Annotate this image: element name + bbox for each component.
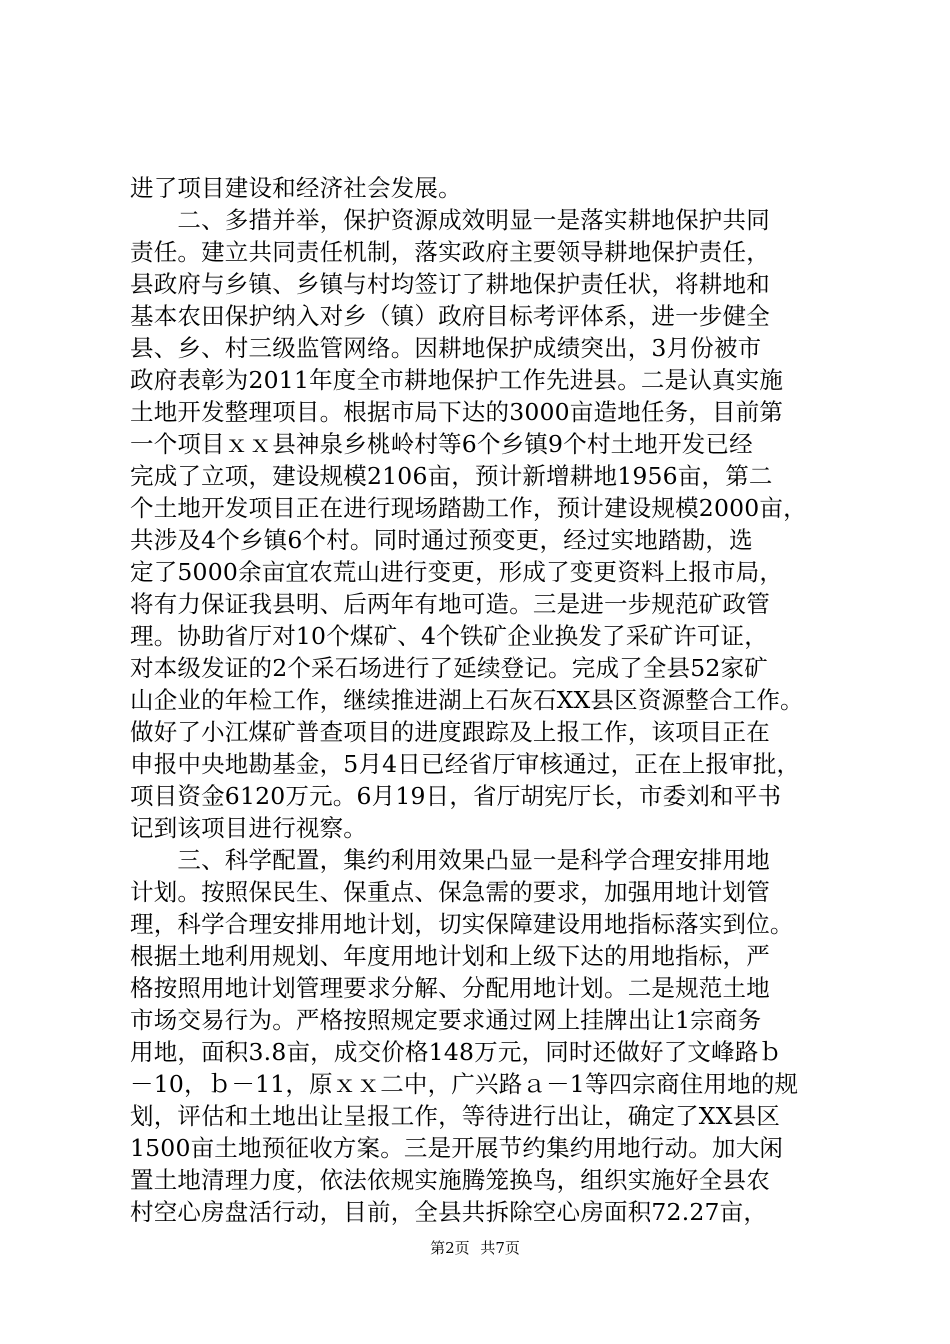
page-number: 第2页 bbox=[430, 1239, 470, 1257]
text-line: 共涉及4个乡镇6个村。同时通过预变更，经过实地踏勘，选 bbox=[130, 526, 753, 554]
page-total: 共7页 bbox=[480, 1239, 520, 1257]
text-line: 格按照用地计划管理要求分解、分配用地计划。二是规范土地 bbox=[130, 974, 770, 1002]
text-line: 三、科学配置，集约利用效果凸显一是科学合理安排用地 bbox=[130, 846, 770, 874]
text-line: 理。协助省厅对10个煤矿、4个铁矿企业换发了采矿许可证， bbox=[130, 622, 768, 650]
text-line: 个土地开发项目正在进行现场踏勘工作，预计建设规模2000亩， bbox=[130, 494, 807, 522]
text-line: 县政府与乡镇、乡镇与村均签订了耕地保护责任状，将耕地和 bbox=[130, 270, 770, 298]
text-line: 根据土地利用规划、年度用地计划和上级下达的用地指标，严 bbox=[130, 942, 770, 970]
text-line: 记到该项目进行视察。 bbox=[130, 814, 367, 842]
text-line: 完成了立项，建设规模2106亩，预计新增耕地1956亩，第二 bbox=[130, 462, 773, 490]
document-body bbox=[130, 172, 830, 1228]
text-line: 村空心房盘活行动，目前，全县共拆除空心房面积72.27亩， bbox=[130, 1198, 768, 1226]
text-line: 1500亩土地预征收方案。三是开展节约集约用地行动。加大闲 bbox=[130, 1134, 784, 1162]
text-line: 市场交易行为。严格按照规定要求通过网上挂牌出让1宗商务 bbox=[130, 1006, 762, 1034]
text-line: 项目资金6120万元。6月19日，省厅胡宪厅长，市委刘和平书 bbox=[130, 782, 782, 810]
text-line: 基本农田保护纳入对乡（镇）政府目标考评体系，进一步健全 bbox=[130, 302, 770, 330]
text-line: 进了项目建设和经济社会发展。 bbox=[130, 174, 462, 202]
text-line: 置土地清理力度，依法依规实施腾笼换鸟，组织实施好全县农 bbox=[130, 1166, 770, 1194]
text-line: 一个项目ｘｘ县神泉乡桃岭村等6个乡镇9个村土地开发已经 bbox=[130, 430, 753, 458]
text-line: 定了5000余亩宜农荒山进行变更，形成了变更资料上报市局， bbox=[130, 558, 784, 586]
text-line: 对本级发证的2个采石场进行了延续登记。完成了全县52家矿 bbox=[130, 654, 768, 682]
text-line: 划，评估和土地出让呈报工作，等待进行出让，确定了XX县区 bbox=[130, 1102, 781, 1130]
text-line: 计划。按照保民生、保重点、保急需的要求，加强用地计划管 bbox=[130, 878, 770, 906]
text-line: 用地，面积3.8亩，成交价格148万元，同时还做好了文峰路ｂ bbox=[130, 1038, 783, 1066]
page-footer bbox=[0, 1238, 950, 1258]
text-line: 二、多措并举，保护资源成效明显一是落实耕地保护共同 bbox=[130, 206, 770, 234]
text-line: 县、乡、村三级监管网络。因耕地保护成绩突出，3月份被市 bbox=[130, 334, 762, 362]
text-line: 理，科学合理安排用地计划，切实保障建设用地指标落实到位。 bbox=[130, 910, 794, 938]
text-line: 做好了小江煤矿普查项目的进度跟踪及上报工作，该项目正在 bbox=[130, 718, 770, 746]
text-line: 责任。建立共同责任机制，落实政府主要领导耕地保护责任， bbox=[130, 238, 770, 266]
text-line: 政府表彰为2011年度全市耕地保护工作先进县。二是认真实施 bbox=[130, 366, 784, 394]
text-line: －10，ｂ－11，原ｘｘ二中，广兴路ａ－1等四宗商住用地的规 bbox=[130, 1070, 799, 1098]
text-line: 申报中央地勘基金，5月4日已经省厅审核通过，正在上报审批， bbox=[130, 750, 801, 778]
text-line: 将有力保证我县明、后两年有地可造。三是进一步规范矿政管 bbox=[130, 590, 770, 618]
text-line: 山企业的年检工作，继续推进湖上石灰石XX县区资源整合工作。 bbox=[130, 686, 804, 714]
text-line: 土地开发整理项目。根据市局下达的3000亩造地任务，目前第 bbox=[130, 398, 784, 426]
